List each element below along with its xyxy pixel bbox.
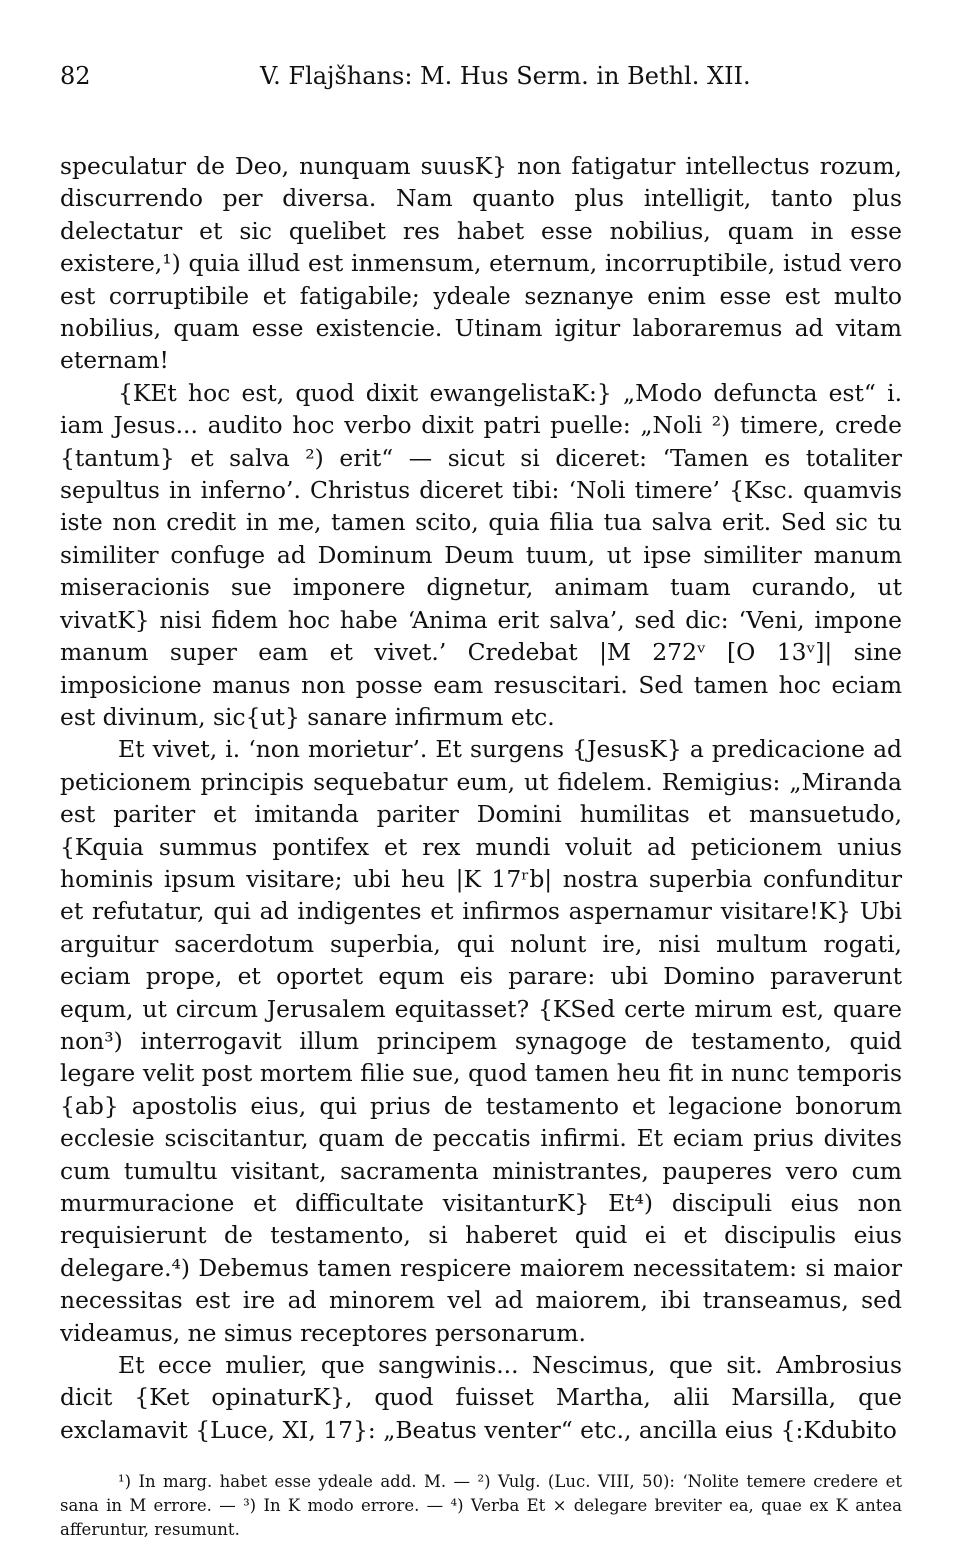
- footnotes: [60, 1470, 902, 1542]
- running-head: [60, 56, 902, 96]
- paragraph: speculatur de Deo, nunquam suusK} non fatigatur intellectus rozum, discurrendo per diversa. Nam quanto plus intelligit, tanto plus delectatur et sic quelibet res habet esse nobilius, quam in esse existere,¹) quia illud est inmensum, eternum, incorruptibile, istud vero est corruptibile et fatigabile; ydeale seznanye enim esse est multo nobilius, quam esse existencie. Utinam igitur laboraremus ad vitam eternam!: [60, 152, 902, 375]
- body-text: [60, 150, 902, 1446]
- footnote: ¹) In marg. habet esse ydeale add. M. — ²) Vulg. (Luc. VIII, 50): ‘Nolite temere credere et sana in M errore. — ³) In K modo errore. — ⁴) Verba Et × delegare breviter ea, quae ex K antea afferuntur, resumunt.: [60, 1472, 902, 1540]
- paragraph: Et ecce mulier, que sangwinis... Nescimus, que sit. Ambrosius dicit {Ket opinaturK}, quod fuisset Martha, alii Marsilla, que exclamavit {Luce, XI, 17}: „Beatus venter“ etc., ancilla eius {:Kdubito: [60, 1351, 902, 1444]
- paragraph: Et vivet, i. ‘non morietur’. Et surgens {JesusK} a predicacione ad peticionem principis sequebatur eum, ut fidelem. Remigius: „Miranda est pariter et imitanda pariter Domini humilitas et mansuetudo, {Kquia summus pontifex et rex mundi voluit ad peticionem unius hominis ipsum visitare; ubi heu |K 17ʳb| nostra superbia confunditur et refutatur, qui ad indigentes et infirmos aspernamur visitare!K} Ubi arguitur sacerdotum superbia, qui nolunt ire, nisi multum rogati, eciam prope, et oportet equm eis parare: ubi Domino paraverunt equm, ut circum Jerusalem equitasset? {KSed certe mirum est, quare non³) interrogavit illum principem synagoge de testamento, quid legare velit post mortem filie sue, quod tamen heu fit in nunc temporis {ab} apostolis eius, qui prius de testamento et legacione bonorum ecclesie sciscitantur, quam de peccatis infirmi. Et eciam prius divites cum tumultu visitant, sacramenta ministrantes, pauperes vero cum murmuracione et difficultate visitanturK} Et⁴) discipuli eius non requisierunt de testamento, si haberet quid ei et discipulis eius delegare.⁴) Debemus tamen respicere maiorem necessitatem: si maior necessitas est ire ad minorem vel ad maiorem, ibi transeamus, sed videamus, ne simus receptores personarum.: [60, 735, 902, 1347]
- paragraph: {KEt hoc est, quod dixit ewangelistaK:} „Modo defuncta est“ i. iam Jesus... audito hoc verbo dixit patri puelle: „Noli ²) timere, crede {tantum} et salva ²) erit“ — sicut si diceret: ‘Tamen es totaliter sepultus in inferno’. Christus diceret tibi: ‘Noli timere’ {Ksc. quamvis iste non credit in me, tamen scito, quia filia tua salva erit. Sed sic tu similiter confuge ad Dominum Deum tuum, ut ipse similiter manum miseracionis sue imponere dignetur, animam tuam curando, ut vivatK} nisi fidem hoc habe ‘Anima erit salva’, sed dic: ‘Veni, impone manum super eam et vivet.’ Credebat |M 272ᵛ [O 13ᵛ]| sine imposicione manus non posse eam resuscitari. Sed tamen hoc eciam est divinum, sic{ut} sanare infirmum etc.: [60, 378, 902, 731]
- running-title: V. Flajšhans: M. Hus Serm. in Bethl. XII.: [260, 62, 751, 90]
- page-number: 82: [60, 62, 91, 90]
